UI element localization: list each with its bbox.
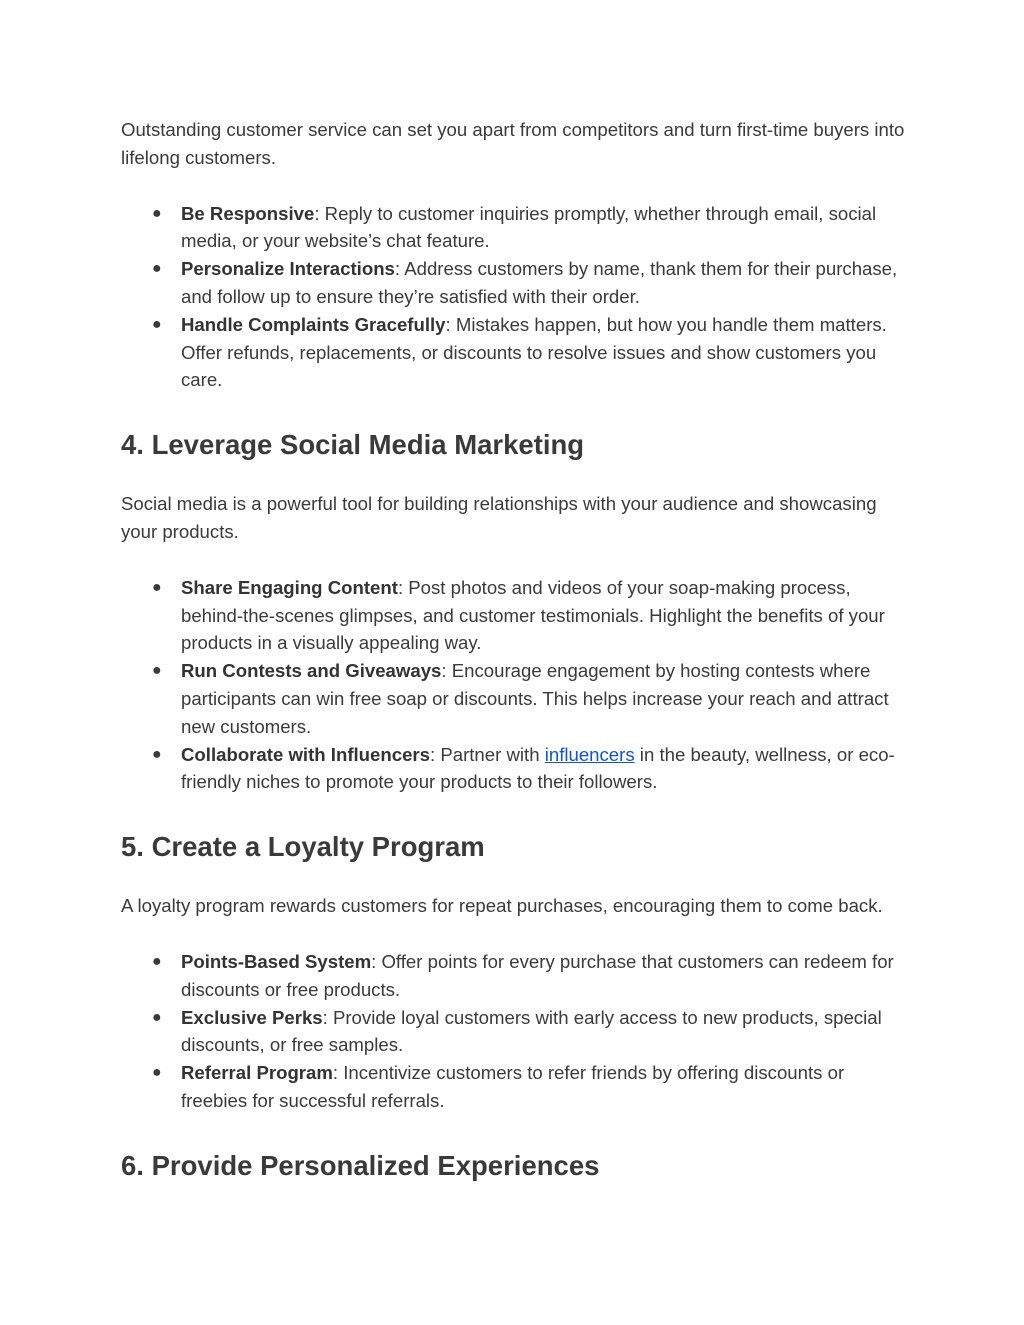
list-item <box>121 741 911 797</box>
item-text: : Provide loyal customers with early access to new products, special discounts, or free samples. <box>181 1006 882 1056</box>
item-text-post: in the beauty, wellness, or eco-friendly niches to promote your products to their followers. <box>181 743 895 793</box>
bullet-icon: ● <box>152 745 162 763</box>
item-text: : Reply to customer inquiries promptly, whether through email, social media, or your website’s chat feature. <box>181 202 877 252</box>
section4-heading: 4. Leverage Social Media Marketing <box>121 429 585 461</box>
item-title: Share Engaging Content <box>181 576 398 598</box>
list-item <box>121 200 911 256</box>
item-text: : Post photos and videos of your soap-making process, behind-the-scenes glimpses, and customer testimonials. Highlight the benefits of your products in a visually appealing way. <box>181 576 885 654</box>
bullet-icon: ● <box>152 1008 162 1026</box>
item-text: : Address customers by name, thank them for their purchase, and follow up to ensure they’re satisfied with their order. <box>181 258 898 307</box>
bullet-icon: ● <box>152 204 162 222</box>
bullet-icon: ● <box>152 952 162 970</box>
list-item <box>121 657 911 740</box>
item-title: Exclusive Perks <box>181 1006 323 1028</box>
bullet-icon: ● <box>152 578 162 596</box>
item-text-pre: : Partner with <box>430 743 545 765</box>
item-text: : Encourage engagement by hosting contests where participants can win free soap or discounts. This helps increase your reach and attract new customers. <box>181 660 889 737</box>
item-title: Handle Complaints Gracefully <box>181 313 446 335</box>
list-item <box>121 1004 911 1060</box>
item-text: : Incentivize customers to refer friends by offering discounts or freebies for successful referrals. <box>181 1062 845 1111</box>
list-item <box>121 255 911 311</box>
item-title: Points-Based System <box>181 950 372 972</box>
bullet-icon: ● <box>152 260 162 278</box>
item-text: : Mistakes happen, but how you handle them matters. Offer refunds, replacements, or discounts to resolve issues and show customers you care. <box>181 313 887 391</box>
section4-intro: Social media is a powerful tool for building relationships with your audience and showcasing your products. <box>121 493 877 542</box>
section6-heading: 6. Provide Personalized Experiences <box>121 1149 600 1181</box>
list-item <box>121 574 911 657</box>
item-title: Personalize Interactions <box>181 258 395 280</box>
list-item <box>121 1059 911 1115</box>
bullet-icon: ● <box>152 1064 162 1082</box>
item-text: : Offer points for every purchase that customers can redeem for discounts or free products. <box>181 950 894 1000</box>
item-title: Run Contests and Giveaways <box>181 660 442 682</box>
section5-list <box>121 948 911 1115</box>
list-item <box>121 948 911 1004</box>
document-page <box>121 116 911 1184</box>
section5-intro: A loyalty program rewards customers for repeat purchases, encouraging them to come back. <box>121 895 883 917</box>
list-item <box>121 311 911 394</box>
bullet-icon: ● <box>152 315 162 333</box>
bullet-icon: ● <box>152 662 162 680</box>
section3-list <box>121 200 911 395</box>
item-title: Referral Program <box>181 1062 333 1084</box>
section4-list <box>121 574 911 796</box>
section5-heading: 5. Create a Loyalty Program <box>121 831 485 863</box>
influencers-link[interactable]: influencers <box>544 743 635 765</box>
item-title: Collaborate with Influencers <box>181 743 430 765</box>
item-title: Be Responsive <box>181 202 315 224</box>
section3-intro: Outstanding customer service can set you apart from competitors and turn first-time buyers into lifelong customers. <box>121 119 905 168</box>
